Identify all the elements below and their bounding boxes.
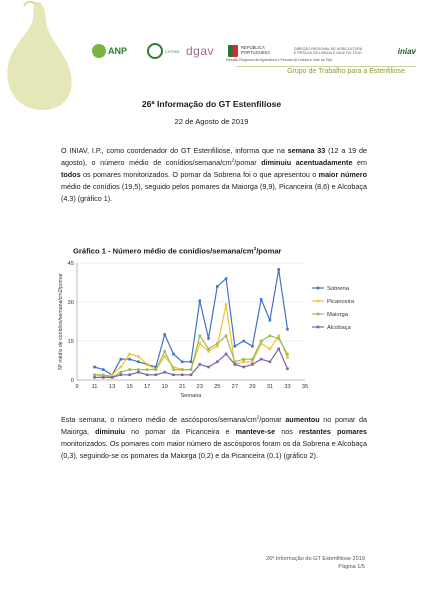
data-point: [120, 371, 123, 374]
data-point: [260, 340, 263, 343]
data-point: [198, 363, 201, 366]
y-tick-label: 15: [67, 339, 74, 346]
data-point: [137, 361, 140, 364]
legend-label: Sobrena: [327, 286, 349, 292]
data-point: [277, 335, 280, 338]
data-point: [277, 337, 280, 340]
x-tick-label: 13: [108, 384, 116, 390]
y-tick-label: 0: [70, 378, 74, 385]
data-point: [120, 358, 123, 361]
iniav-logo: iniav: [397, 46, 416, 56]
data-point: [216, 345, 219, 348]
dgav-logo: dgav: [186, 44, 215, 58]
legend-marker: [317, 326, 320, 329]
x-axis-label: Semana: [180, 393, 202, 399]
data-point: [120, 366, 123, 369]
document-date: 22 de Agosto de 2019: [174, 117, 249, 126]
data-point: [190, 368, 193, 371]
data-point: [163, 350, 166, 353]
data-point: [146, 368, 149, 371]
data-point: [216, 285, 219, 288]
data-point: [242, 361, 245, 364]
legend-marker: [317, 313, 320, 316]
legend-marker: [317, 287, 320, 290]
data-point: [277, 348, 280, 351]
x-tick-label: 25: [214, 384, 221, 390]
data-point: [102, 368, 105, 371]
data-point: [225, 303, 228, 306]
data-point: [111, 376, 114, 379]
data-point: [286, 368, 289, 371]
y-tick-label: 30: [67, 300, 74, 307]
data-point: [137, 368, 140, 371]
data-point: [286, 353, 289, 356]
data-point: [269, 319, 272, 322]
data-point: [163, 355, 166, 358]
data-point: [172, 368, 175, 371]
cothn-logo: COTHN: [146, 38, 180, 64]
data-point: [93, 376, 96, 379]
x-tick-label: 33: [284, 384, 291, 390]
data-point: [198, 299, 201, 302]
data-point: [251, 363, 254, 366]
legend-label: Alcobaça: [327, 325, 351, 331]
data-point: [216, 342, 219, 345]
data-point: [216, 361, 219, 364]
data-point: [128, 358, 131, 361]
x-tick-label: 21: [179, 384, 186, 390]
data-point: [102, 376, 105, 379]
data-point: [277, 268, 280, 271]
data-point: [128, 353, 131, 356]
data-point: [225, 335, 228, 338]
data-point: [181, 361, 184, 364]
pear-logo-icon: [0, 0, 78, 112]
data-point: [111, 374, 114, 377]
data-point: [155, 374, 158, 377]
data-point: [190, 361, 193, 364]
data-point: [251, 361, 254, 364]
data-point: [234, 345, 237, 348]
x-tick-label: 27: [231, 384, 239, 390]
x-tick-label: 17: [143, 384, 151, 390]
working-group-label: Grupo de Trabalho para a Estenfiliose: [287, 68, 405, 75]
direcao-regional-logo: DIREÇÃO REGIONAL DE AGRICULTURA E PESCAS DE LISBOA E VALE DO TEJO: [294, 46, 363, 55]
data-point: [269, 361, 272, 364]
x-tick-label: 29: [249, 384, 256, 390]
data-point: [269, 335, 272, 338]
series-line-sobrena: [95, 270, 288, 375]
x-tick-label: 11: [91, 384, 98, 390]
data-point: [207, 337, 210, 340]
data-point: [190, 374, 193, 377]
data-point: [207, 350, 210, 353]
data-point: [146, 363, 149, 366]
data-point: [225, 277, 228, 280]
data-point: [242, 358, 245, 361]
data-point: [181, 374, 184, 377]
data-point: [155, 368, 158, 371]
series-line-maiorga: [95, 336, 288, 378]
data-point: [251, 358, 254, 361]
page-footer: [266, 556, 365, 571]
data-point: [93, 374, 96, 377]
data-point: [251, 345, 254, 348]
paragraph-ascospores: Esta semana, o número médio de ascósporos/$semana/cm^2$/pomar aumentou no pomar da Maiorga, diminuiu no pomar da Picanceira e manteve-se nos restantes pomares monitorizados. Os pomares com maior número de ascósporos foram os da Sobrena e Alcobaça (0,3), seguindo-se os pomares da Maiorga (0,2) e da Picanceira (0,1) (gráfico 2).: [61, 414, 367, 460]
x-tick-label: 35: [301, 384, 309, 390]
y-tick-label: 45: [67, 261, 74, 268]
data-point: [269, 348, 272, 351]
y-axis-label: Nº médio de conídios/semana/cm2/pomar: [58, 273, 64, 370]
data-point: [242, 340, 245, 343]
data-point: [146, 374, 149, 377]
data-point: [198, 335, 201, 338]
data-point: [163, 371, 166, 374]
legend-marker: [317, 300, 320, 303]
data-point: [128, 368, 131, 371]
data-point: [286, 356, 289, 359]
data-point: [102, 374, 105, 377]
data-point: [207, 348, 210, 351]
data-point: [207, 366, 210, 369]
data-point: [137, 371, 140, 374]
header-divider: [236, 66, 416, 67]
page-number: Página 1/5: [338, 563, 365, 570]
anp-leaf-icon: [92, 44, 106, 58]
x-tick-label: 9: [75, 384, 79, 390]
x-tick-label: 19: [161, 384, 168, 390]
paragraph-conidia: O INIAV, I.P., como coordenador do GT Estenfiliose, informa que na semana 33 (12 a 19 de agosto), o número médio de conídios/$semana/cm^2$/pomar diminuiu acentuadamente em todos os pomares monitorizados. O pomar da Sobrena foi o que apresentou o maior número médio de conídios (19,5), seguido pelos pomares da Maiorga (9,9), Picanceira (8,6) e Alcobaça (4,3) (gráfico 1).: [61, 146, 368, 203]
data-point: [120, 374, 123, 377]
data-point: [286, 328, 289, 331]
data-point: [181, 368, 184, 371]
document-title: 26ª Informação do GT Estenfiliose: [141, 99, 282, 109]
republica-portuguesa-logo: REPÚBLICA PORTUGUESA: [228, 38, 288, 64]
data-point: [93, 366, 96, 369]
cothn-ring-icon: [147, 43, 163, 59]
legend-label: Picanceira: [327, 299, 355, 305]
flag-icon: [228, 45, 238, 57]
data-point: [172, 374, 175, 377]
data-point: [137, 355, 140, 358]
data-point: [260, 358, 263, 361]
data-point: [163, 333, 166, 336]
anp-logo: ANP: [92, 38, 142, 64]
chart-title: Gráfico 1 - Número médio de conídios/$semana/cm^2$/pomar: [73, 246, 282, 256]
data-point: [128, 374, 131, 377]
footer-doc-title: 26ª Informação do GT Estenfiliose 2019: [266, 556, 365, 562]
x-tick-label: 23: [196, 384, 203, 390]
data-point: [198, 342, 201, 345]
legend-label: Maiorga: [327, 312, 348, 318]
x-tick-label: 15: [126, 384, 133, 390]
data-point: [234, 363, 237, 366]
data-point: [260, 298, 263, 301]
data-point: [242, 366, 245, 369]
conidia-line-chart: [55, 254, 367, 402]
dgav-subtitle: Direção Regional de Agricultura e Pescas de Lisboa e Vale do Tejo: [226, 58, 333, 62]
x-tick-label: 31: [266, 384, 274, 390]
data-point: [225, 353, 228, 356]
data-point: [172, 353, 175, 356]
